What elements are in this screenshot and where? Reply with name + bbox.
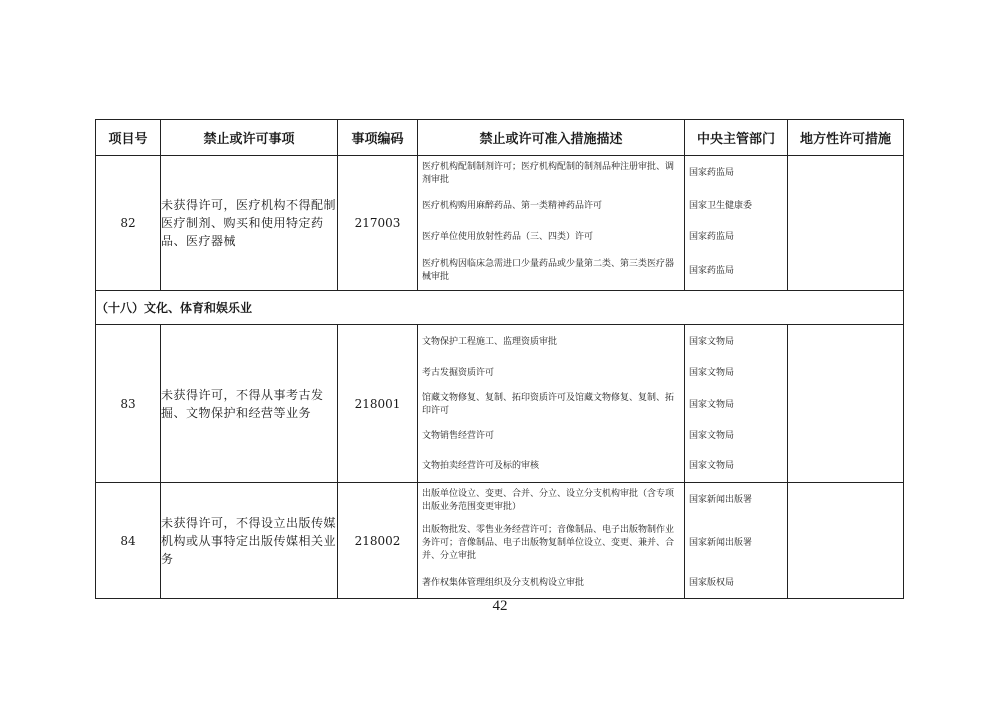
measure-list [418, 483, 685, 599]
section-title: （十八）文化、体育和娱乐业 [96, 291, 904, 325]
dept-text: 国家卫生健康委 [689, 200, 753, 211]
measure-text: 文物拍卖经营许可及标的审核 [422, 461, 540, 471]
dept-list [685, 325, 788, 483]
measure-text: 医疗机构配制制剂许可；医疗机构配制的制剂品种注册审批、调剂审批 [422, 161, 675, 185]
table-row [96, 325, 904, 483]
item-code: 218002 [338, 483, 418, 599]
matter-text: 未获得许可，医疗机构不得配制医疗制剂、购买和使用特定药品、医疗器械 [161, 156, 338, 291]
page-number: 42 [492, 598, 508, 614]
local-measure [788, 483, 904, 599]
item-code: 218001 [338, 325, 418, 483]
dept-list [685, 483, 788, 599]
header-matter: 禁止或许可事项 [161, 120, 338, 156]
measure-text: 考古发掘资质许可 [422, 368, 495, 378]
header-code: 事项编码 [338, 120, 418, 156]
header-measures: 禁止或许可准入措施描述 [418, 120, 685, 156]
measure-text: 著作权集体管理组织及分支机构设立审批 [422, 578, 585, 588]
dept-text: 国家文物局 [689, 368, 735, 378]
dept-text: 国家版权局 [689, 578, 735, 588]
dept-text: 国家新闻出版署 [689, 495, 753, 505]
dept-text: 国家文物局 [689, 399, 735, 410]
measure-text: 医疗机构因临床急需进口少量药品或少量第二类、第三类医疗器械审批 [422, 259, 675, 282]
matter-text: 未获得许可，不得设立出版传媒机构或从事特定出版传媒相关业务 [161, 483, 338, 599]
header-item-no: 项目号 [96, 120, 161, 156]
section-row [96, 291, 904, 325]
dept-text: 国家文物局 [689, 336, 735, 347]
measure-text: 馆藏文物修复、复制、拓印资质许可及馆藏文物修复、复制、拓印许可 [422, 393, 675, 416]
local-measure [788, 156, 904, 291]
table-row [96, 156, 904, 291]
header-local: 地方性许可措施 [788, 120, 904, 156]
dept-text: 国家新闻出版署 [689, 538, 753, 548]
item-number: 83 [96, 325, 161, 483]
item-code: 217003 [338, 156, 418, 291]
measure-text: 医疗单位使用放射性药品（三、四类）许可 [422, 231, 594, 242]
measure-text: 文物销售经营许可 [422, 431, 495, 441]
dept-text: 国家药监局 [689, 265, 735, 276]
measure-text: 出版单位设立、变更、合并、分立、设立分支机构审批（含专项出版业务范围变更审批） [422, 488, 675, 512]
dept-text: 国家药监局 [689, 231, 735, 242]
measure-text: 文物保护工程施工、监理资质审批 [422, 336, 558, 347]
measure-text: 出版物批发、零售业务经营许可；音像制品、电子出版物制作业务许可；音像制品、电子出版物复制单位设立、变更、兼并、合并、分立审批 [422, 525, 675, 561]
measure-list [418, 325, 685, 483]
measure-list [418, 156, 685, 291]
dept-text: 国家文物局 [689, 461, 735, 471]
permit-table [95, 119, 904, 599]
item-number: 84 [96, 483, 161, 599]
item-number: 82 [96, 156, 161, 291]
dept-text: 国家文物局 [689, 431, 735, 441]
dept-list [685, 156, 788, 291]
header-dept: 中央主管部门 [685, 120, 788, 156]
table-row [96, 483, 904, 599]
header-row [96, 120, 904, 156]
matter-text: 未获得许可，不得从事考古发掘、文物保护和经营等业务 [161, 325, 338, 483]
local-measure [788, 325, 904, 483]
dept-text: 国家药监局 [689, 168, 735, 178]
measure-text: 医疗机构购用麻醉药品、第一类精神药品许可 [422, 200, 603, 211]
